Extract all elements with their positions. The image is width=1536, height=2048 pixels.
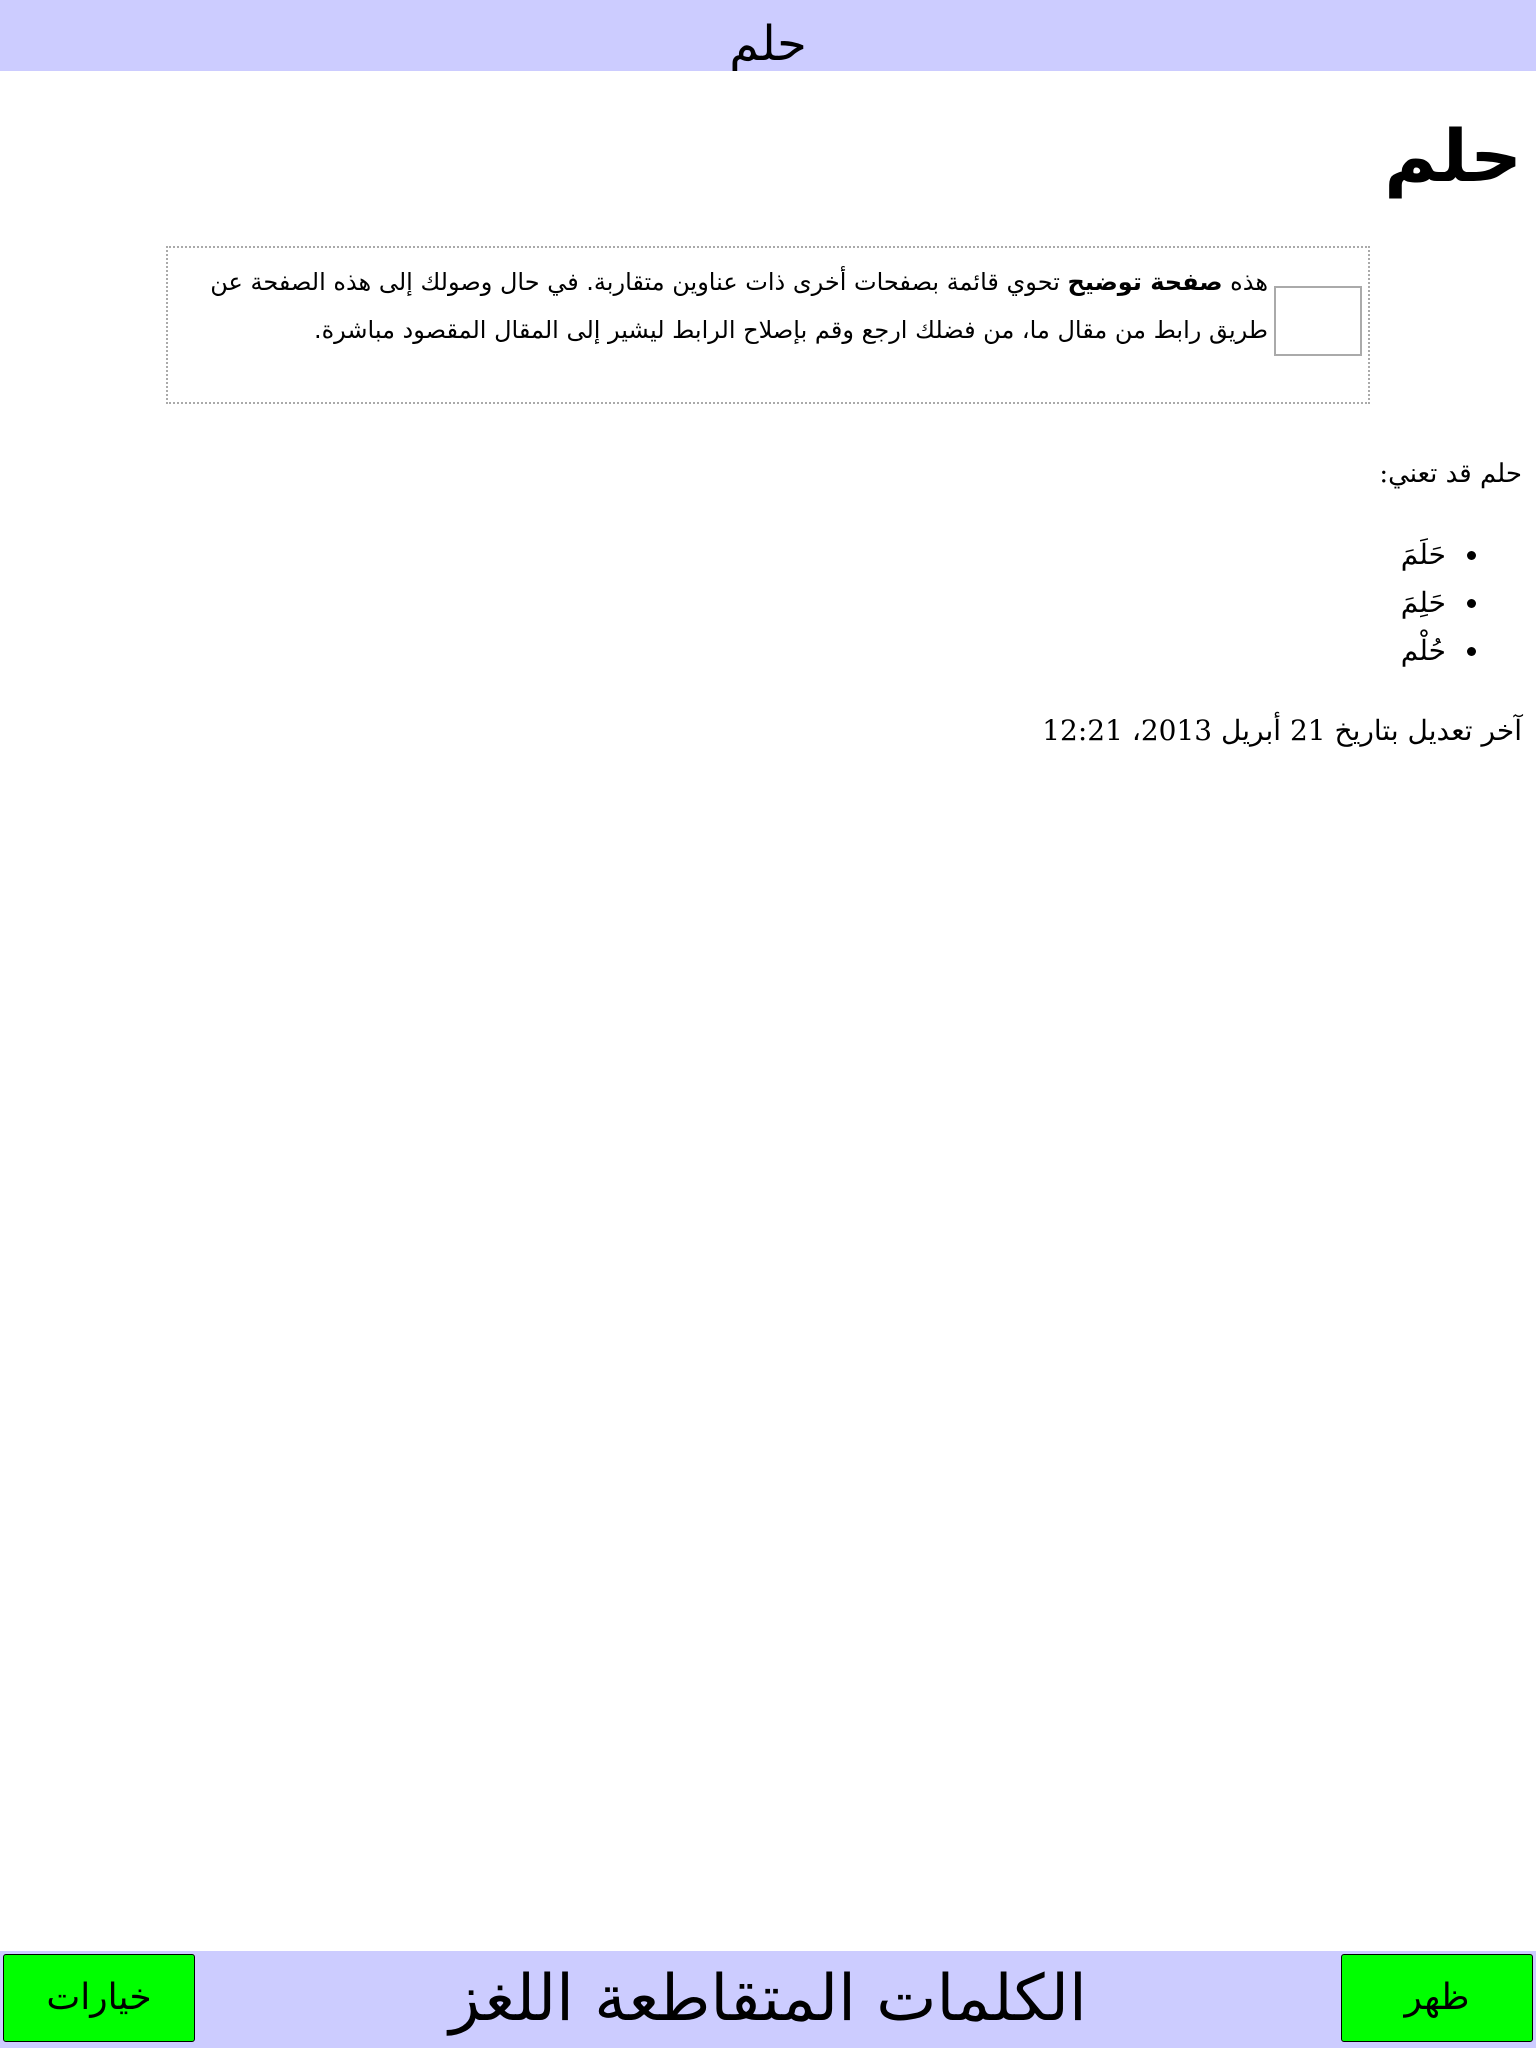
top-bar: [0, 0, 1536, 71]
disambiguation-text: [188, 258, 1268, 354]
bottom-bar: [0, 1951, 1536, 2048]
options-button[interactable]: خيارات: [3, 1954, 195, 2042]
last-modified: آخر تعديل بتاريخ 21 أبريل 2013، 12:21: [1042, 714, 1522, 747]
top-bar-title: حلم: [729, 16, 807, 71]
page-title: حلم: [1384, 114, 1522, 198]
show-button[interactable]: ظهر: [1341, 1954, 1533, 2042]
list-item: • حَلِمَ: [1401, 579, 1452, 627]
notice-bold-label: صفحة توضيح: [1067, 268, 1223, 296]
meanings-intro: حلم قد تعني:: [1379, 459, 1522, 489]
list-item: • حَلَمَ: [1401, 531, 1452, 579]
disambiguation-icon: [1274, 286, 1362, 356]
meanings-list: [1401, 531, 1522, 675]
list-item: • حُلْم: [1401, 627, 1452, 675]
disambiguation-notice: [166, 246, 1370, 404]
notice-prefix: هذه: [1222, 268, 1268, 296]
puzzle-title: الكلمات المتقاطعة اللغز: [449, 1962, 1087, 2036]
notice-body: تحوي قائمة بصفحات أخرى ذات عناوين متقاربة. في حال وصولك إلى هذه الصفحة عن طريق رابط من مقال ما، من فضلك ارجع وقم بإصلاح الرابط ليشير إلى المقال المقصود مباشرة.: [210, 268, 1268, 344]
